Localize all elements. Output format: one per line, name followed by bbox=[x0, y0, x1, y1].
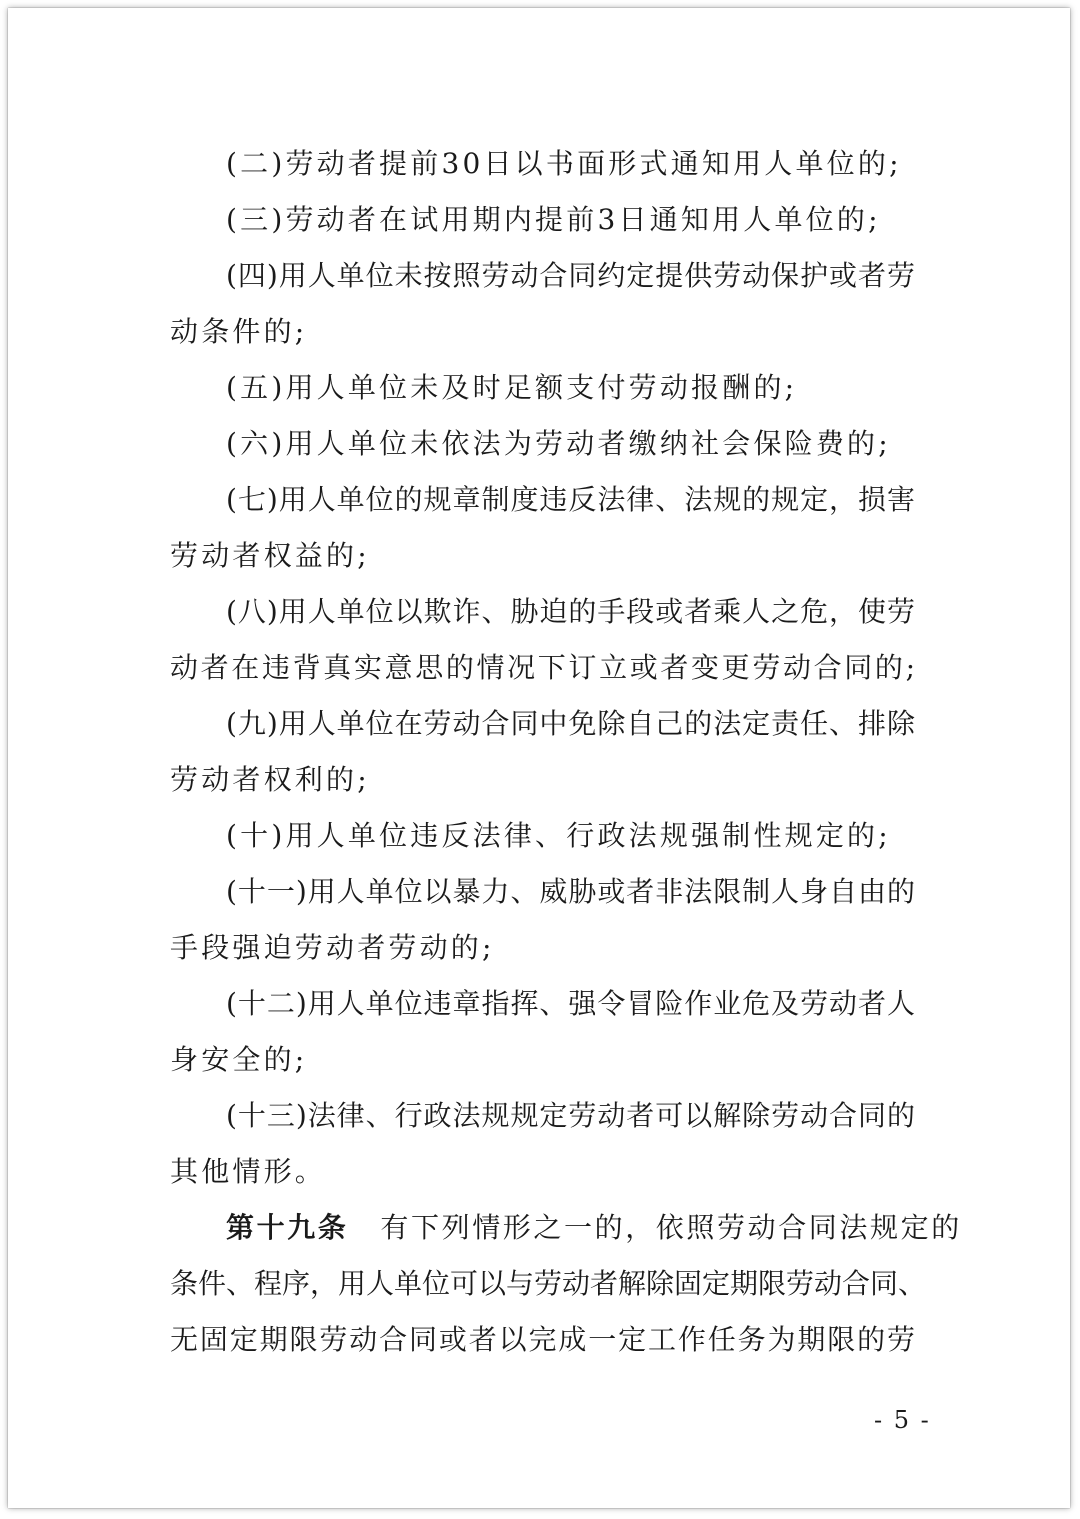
page-number: - 5 - bbox=[874, 1406, 931, 1434]
clause-13-line-2: 其他情形。 bbox=[170, 1155, 327, 1188]
clause-9-line-2: 劳动者权利的; bbox=[170, 763, 370, 796]
clause-4-line-1: (四)用人单位未按照劳动合同约定提供劳动保护或者劳 bbox=[226, 259, 915, 292]
clause-12-line-1: (十二)用人单位违章指挥、强令冒险作业危及劳动者人 bbox=[226, 987, 915, 1020]
article-19-line-2: 条件、程序，用人单位可以与劳动者解除固定期限劳动合同、 bbox=[170, 1267, 927, 1300]
clause-9-line-1: (九)用人单位在劳动合同中免除自己的法定责任、排除 bbox=[226, 707, 915, 740]
article-19-line-3: 无固定期限劳动合同或者以完成一定工作任务为期限的劳 bbox=[170, 1323, 915, 1356]
clause-11-line-1: (十一)用人单位以暴力、威胁或者非法限制人身自由的 bbox=[226, 875, 915, 908]
clause-4-line-2: 动条件的; bbox=[170, 315, 308, 348]
article-19-first-line bbox=[226, 1208, 962, 1248]
clause-6: (六)用人单位未依法为劳动者缴纳社会保险费的; bbox=[226, 427, 891, 460]
clause-3: (三)劳动者在试用期内提前3日通知用人单位的; bbox=[226, 203, 881, 236]
clause-7-line-1: (七)用人单位的规章制度违反法律、法规的规定，损害 bbox=[226, 483, 915, 516]
article-19-text: 有下列情形之一的，依照劳动合同法规定的 bbox=[380, 1211, 962, 1244]
clause-13-line-1: (十三)法律、行政法规规定劳动者可以解除劳动合同的 bbox=[226, 1099, 915, 1132]
clause-8-line-1: (八)用人单位以欺诈、胁迫的手段或者乘人之危，使劳 bbox=[226, 595, 915, 628]
clause-8-line-2: 动者在违背真实意思的情况下订立或者变更劳动合同的; bbox=[170, 651, 915, 684]
article-heading: 第十九条 bbox=[226, 1211, 349, 1244]
clause-5: (五)用人单位未及时足额支付劳动报酬的; bbox=[226, 371, 798, 404]
clause-2: (二)劳动者提前30日以书面形式通知用人单位的; bbox=[226, 147, 902, 180]
clause-11-line-2: 手段强迫劳动者劳动的; bbox=[170, 931, 495, 964]
clause-10: (十)用人单位违反法律、行政法规强制性规定的; bbox=[226, 819, 891, 852]
clause-7-line-2: 劳动者权益的; bbox=[170, 539, 370, 572]
clause-12-line-2: 身安全的; bbox=[170, 1043, 308, 1076]
